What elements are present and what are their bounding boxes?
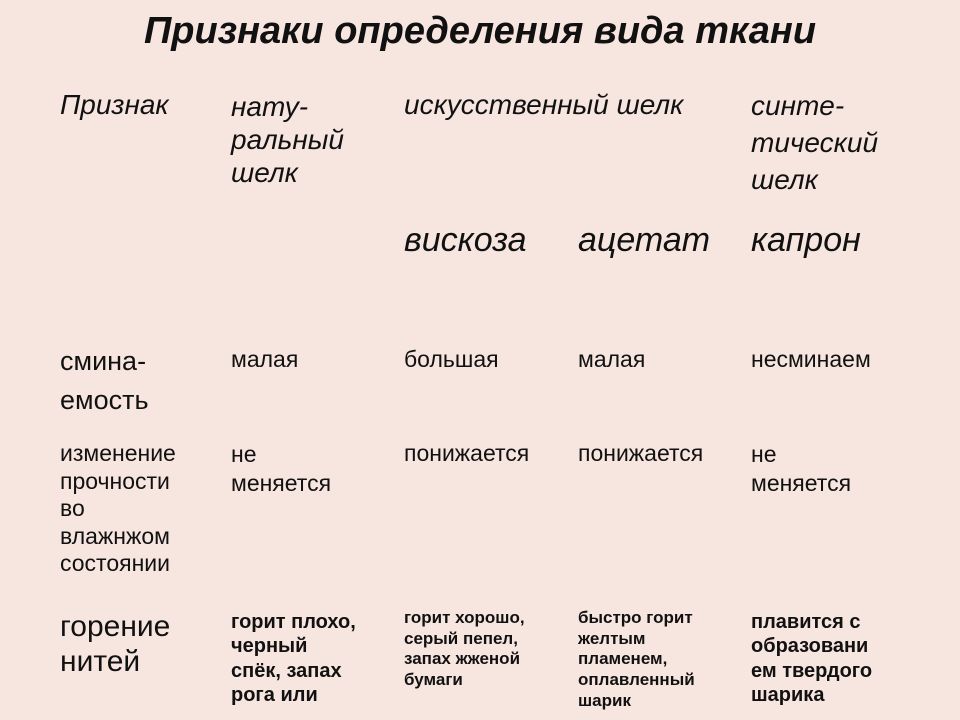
cell-acetate: понижается (578, 440, 704, 466)
page-title: Признаки определения вида ткани (143, 10, 817, 52)
cell-viscose: понижается (404, 440, 530, 466)
header-capron: капрон (751, 221, 861, 259)
cell-capron: несминаем (751, 346, 871, 372)
row-label: смина- емость (60, 346, 149, 416)
cell-capron: не меняется (751, 441, 852, 496)
cell-capron: плавится с образовани ем твердого шарика (751, 611, 873, 707)
cell-natural: малая (231, 346, 299, 372)
row-label: изменение прочности во влажнжом состоянии (60, 440, 176, 577)
header-synthetic-silk: синте- тический шелк (751, 90, 879, 195)
header-sign: Признак (60, 89, 169, 120)
header-artificial-silk: искусственный шелк (404, 89, 684, 120)
cell-viscose: большая (404, 346, 499, 372)
cell-acetate: малая (578, 346, 646, 372)
cell-viscose: горит хорошо, серый пепел, запах жженой бумаги (404, 608, 525, 690)
cell-natural: горит плохо, черный спёк, запах рога или (231, 611, 356, 707)
header-viscose: вискоза (404, 221, 527, 259)
row-label: горение нитей (60, 610, 171, 678)
cell-natural: не меняется (231, 441, 332, 496)
header-acetate: ацетат (578, 221, 711, 259)
cell-acetate: быстро горит желтым пламенем, оплавленный шарик (578, 608, 695, 710)
header-natural-silk: нату- ральный шелк (231, 91, 344, 189)
